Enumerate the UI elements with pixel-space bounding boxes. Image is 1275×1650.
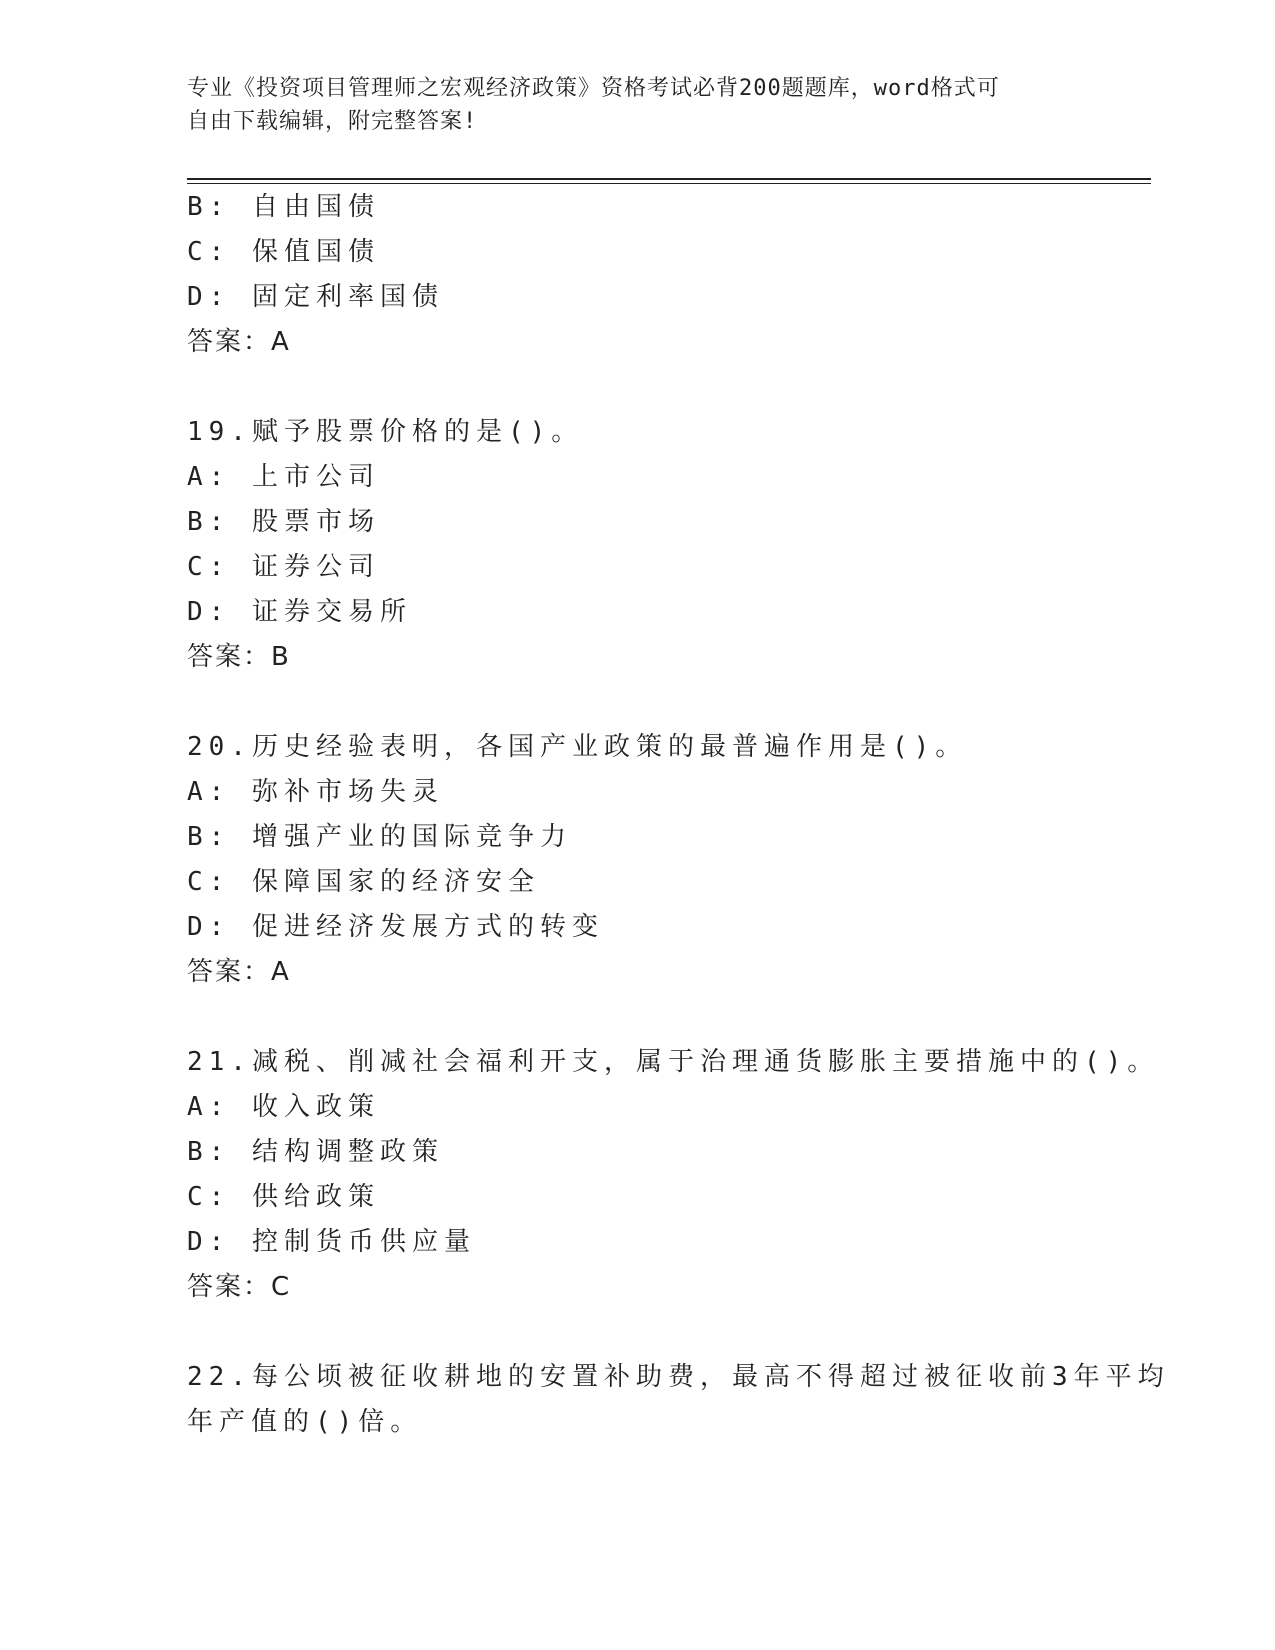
q21-option-b: B: 结构调整政策: [187, 1137, 444, 1167]
header-line-1: 专业《投资项目管理师之宏观经济政策》资格考试必背200题题库，word格式可: [187, 76, 1000, 101]
q18-option-d: D: 固定利率国债: [187, 282, 444, 312]
q20-question: 20.历史经验表明，各国产业政策的最普遍作用是()。: [187, 732, 968, 762]
q18-option-c: C: 保值国债: [187, 237, 380, 267]
q22-question-line-2: 年产值的()倍。: [187, 1407, 423, 1437]
q20-option-b: B: 增强产业的国际竞争力: [187, 822, 572, 852]
q19-question: 19.赋予股票价格的是()。: [187, 417, 584, 447]
q19-option-c: C: 证券公司: [187, 552, 380, 582]
q19-answer: 答案：B: [187, 642, 291, 672]
q21-answer: 答案：C: [187, 1272, 292, 1302]
q20-option-c: C: 保障国家的经济安全: [187, 867, 540, 897]
q20-option-d: D: 促进经济发展方式的转变: [187, 912, 604, 942]
q19-option-d: D: 证券交易所: [187, 597, 412, 627]
q22-question-line-1: 22.每公顷被征收耕地的安置补助费，最高不得超过被征收前3年平均: [187, 1362, 1170, 1392]
q19-option-a: A: 上市公司: [187, 462, 380, 492]
q18-answer: 答案：A: [187, 327, 291, 357]
q21-option-c: C: 供给政策: [187, 1182, 380, 1212]
q21-option-a: A: 收入政策: [187, 1092, 380, 1122]
document-header: [187, 72, 1087, 138]
header-divider-thin: [187, 183, 1151, 184]
q19-option-b: B: 股票市场: [187, 507, 380, 537]
q20-option-a: A: 弥补市场失灵: [187, 777, 444, 807]
q18-option-b: B: 自由国债: [187, 192, 380, 222]
q21-question: 21.减税、削减社会福利开支，属于治理通货膨胀主要措施中的()。: [187, 1047, 1160, 1077]
q20-answer: 答案：A: [187, 957, 291, 987]
header-line-2: 自由下载编辑，附完整答案!: [187, 109, 478, 134]
header-divider-thick: [187, 178, 1151, 180]
q21-option-d: D: 控制货币供应量: [187, 1227, 476, 1257]
